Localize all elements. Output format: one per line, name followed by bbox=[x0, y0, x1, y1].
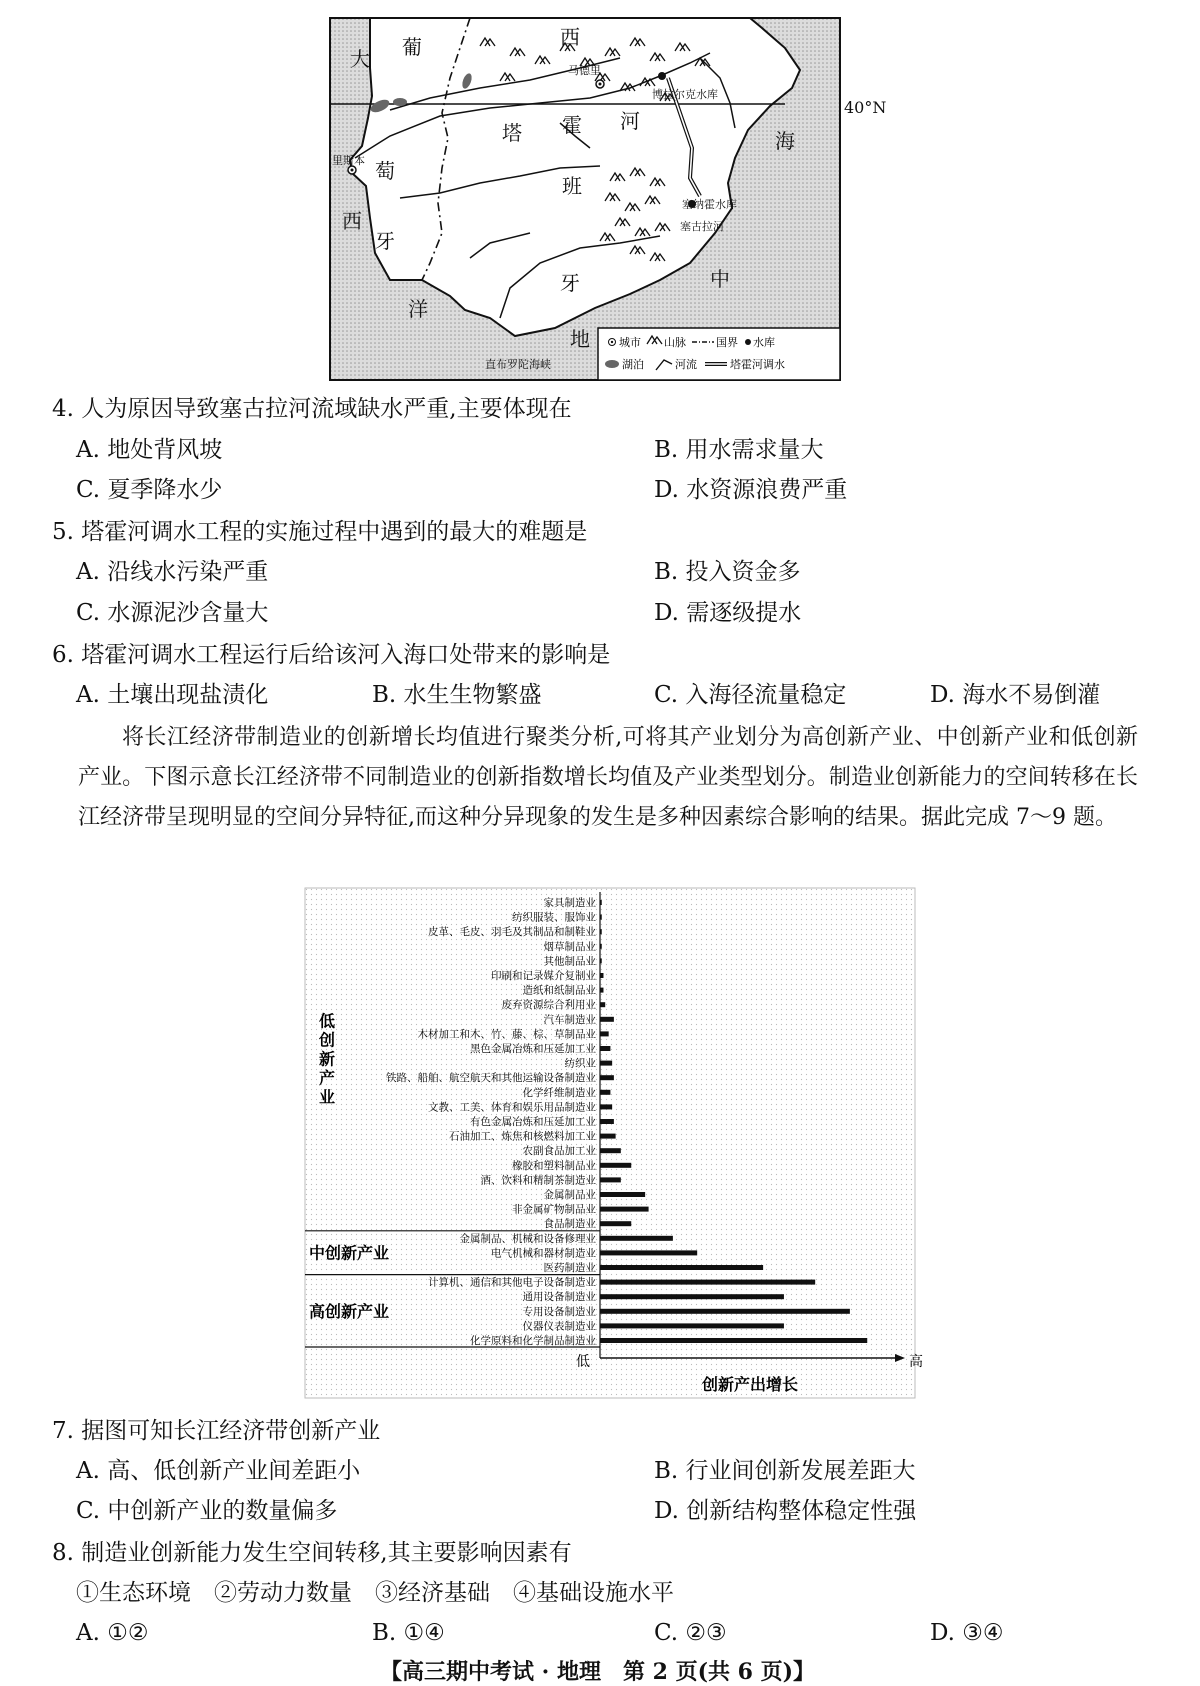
label-bolarque: 博拉尔克水库 bbox=[652, 88, 718, 101]
category-label: 家具制造业 bbox=[543, 897, 596, 909]
legend-border: 国界 bbox=[716, 336, 738, 349]
page-footer: 【高三期中考试 · 地理 第 2 页(共 6 页)】 bbox=[380, 1659, 816, 1685]
q5-option-b[interactable]: B. 投入资金多 bbox=[654, 559, 801, 585]
label-zhong: 中 bbox=[710, 267, 730, 291]
label-di: 地 bbox=[570, 327, 590, 351]
category-label: 酒、饮料和精制茶制造业 bbox=[480, 1174, 596, 1187]
label-ya1: 牙 bbox=[375, 229, 395, 253]
category-label: 纺织业 bbox=[564, 1057, 596, 1070]
category-label: 仪器仪表制造业 bbox=[522, 1320, 596, 1333]
map-legend bbox=[598, 328, 840, 380]
q4-option-d[interactable]: D. 水资源浪费严重 bbox=[654, 477, 848, 503]
label-yang: 洋 bbox=[408, 297, 428, 321]
q5-stem: 5. 塔霍河调水工程的实施过程中遇到的最大的难题是 bbox=[52, 519, 588, 545]
bar bbox=[600, 1119, 614, 1124]
category-label: 计算机、通信和其他电子设备制造业 bbox=[428, 1276, 596, 1289]
bar bbox=[600, 1031, 609, 1036]
q6-option-a[interactable]: A. 土壤出现盐渍化 bbox=[76, 682, 269, 708]
q8-items: ①生态环境 ②劳动力数量 ③经济基础 ④基础设施水平 bbox=[76, 1580, 674, 1606]
bar bbox=[600, 1148, 621, 1153]
category-label: 金属制品业 bbox=[543, 1189, 596, 1201]
label-pu: 葡 bbox=[402, 35, 422, 59]
label-ya2: 牙 bbox=[560, 271, 580, 295]
q5-option-c[interactable]: C. 水源泥沙含量大 bbox=[76, 600, 269, 626]
category-label: 农副食品加工业 bbox=[522, 1145, 596, 1158]
q6-option-c[interactable]: C. 入海径流量稳定 bbox=[654, 682, 847, 708]
bar bbox=[600, 1061, 612, 1066]
bar bbox=[600, 1250, 697, 1255]
q8-stem: 8. 制造业创新能力发生空间转移,其主要影响因素有 bbox=[52, 1540, 572, 1566]
legend-transfer: 塔霍河调水 bbox=[730, 358, 785, 371]
q8-option-d[interactable]: D. ③④ bbox=[930, 1620, 1004, 1646]
category-label: 黑色金属冶炼和压延加工业 bbox=[470, 1043, 596, 1055]
label-xi-spain: 西 bbox=[560, 25, 580, 49]
bar bbox=[600, 1294, 784, 1299]
x-axis-title: 创新产出增长 bbox=[701, 1375, 799, 1394]
category-label: 化学原料和化学制品制造业 bbox=[470, 1335, 596, 1347]
passage bbox=[78, 718, 1138, 838]
label-madrid: 马德里 bbox=[568, 64, 601, 77]
passage-text: 将长江经济带制造业的创新增长均值进行聚类分析,可将其产业划分为高创新产业、中创新产业和低创新产业。下图示意长江经济带不同制造业的创新指数增长均值及产业类型划分。制造业创新能力的空间转移在长江经济带呈现明显的空间分异特征,而这种分异现象的发生是多种因素综合影响的结果。据此完成 7～9 题。 bbox=[78, 725, 1138, 830]
category-label: 木材加工和木、竹、藤、棕、草制品业 bbox=[417, 1028, 596, 1041]
bolarque-marker bbox=[658, 72, 666, 80]
label-xi-ocean: 西 bbox=[342, 209, 362, 233]
label-segura: 塞古拉河 bbox=[680, 220, 724, 233]
bar bbox=[600, 1002, 605, 1007]
bar bbox=[600, 1177, 621, 1182]
category-label: 造纸和纸制品业 bbox=[522, 984, 596, 997]
category-label: 金属制品、机械和设备修理业 bbox=[459, 1232, 596, 1245]
q5-option-d[interactable]: D. 需逐级提水 bbox=[654, 600, 802, 626]
category-label: 废弃资源综合利用业 bbox=[501, 999, 596, 1012]
category-label: 橡胶和塑料制品业 bbox=[512, 1159, 596, 1172]
category-label: 纺织服装、服饰业 bbox=[512, 911, 596, 924]
q4-option-c[interactable]: C. 夏季降水少 bbox=[76, 477, 223, 503]
label-he: 河 bbox=[620, 109, 640, 133]
bar bbox=[600, 1309, 850, 1314]
legend-mountain: 山脉 bbox=[664, 336, 686, 349]
category-label: 化学纤维制造业 bbox=[522, 1086, 596, 1099]
category-label: 汽车制造业 bbox=[543, 1013, 596, 1026]
q8-option-c[interactable]: C. ②③ bbox=[654, 1620, 727, 1646]
bar bbox=[600, 1323, 784, 1328]
label-da: 大 bbox=[350, 47, 370, 71]
x-high-label: 高 bbox=[909, 1354, 923, 1370]
category-label: 食品制造业 bbox=[543, 1218, 596, 1231]
legend-city: 城市 bbox=[619, 336, 641, 349]
category-label: 铁路、船舶、航空航天和其他运输设备制造业 bbox=[386, 1072, 596, 1085]
bar bbox=[600, 1280, 815, 1285]
q7-option-a[interactable]: A. 高、低创新产业间差距小 bbox=[76, 1458, 361, 1484]
category-label: 通用设备制造业 bbox=[522, 1291, 596, 1304]
bar bbox=[600, 1134, 616, 1139]
legend-river: 河流 bbox=[675, 358, 697, 371]
category-label: 皮革、毛皮、羽毛及其制品和制鞋业 bbox=[428, 926, 596, 939]
q4-option-b[interactable]: B. 用水需求量大 bbox=[654, 437, 824, 463]
category-label: 有色金属冶炼和压延加工业 bbox=[470, 1116, 596, 1128]
category-label: 文教、工美、体育和娱乐用品制造业 bbox=[428, 1101, 596, 1114]
label-ban: 班 bbox=[562, 174, 582, 198]
bar bbox=[600, 1017, 614, 1022]
category-label: 电气机械和器材制造业 bbox=[491, 1247, 596, 1260]
category-label: 石油加工、炼焦和核燃料加工业 bbox=[449, 1130, 596, 1143]
q6-option-d[interactable]: D. 海水不易倒灌 bbox=[930, 682, 1101, 708]
q8-option-a[interactable]: A. ①② bbox=[76, 1620, 149, 1646]
q6-option-b[interactable]: B. 水生生物繁盛 bbox=[372, 682, 542, 708]
q8-option-b[interactable]: B. ①④ bbox=[372, 1620, 445, 1646]
category-label: 印刷和记录媒介复制业 bbox=[491, 970, 596, 982]
category-label: 专用设备制造业 bbox=[522, 1305, 596, 1318]
group-label: 中创新产业 bbox=[309, 1243, 390, 1263]
x-low-label: 低 bbox=[576, 1354, 590, 1370]
iberia-map bbox=[330, 18, 840, 380]
label-huo: 霍 bbox=[562, 113, 582, 137]
latitude-label: 40°N bbox=[844, 98, 887, 117]
label-alarcon: 塞纳霍水库 bbox=[682, 198, 737, 211]
q4-option-a[interactable]: A. 地处背风坡 bbox=[76, 437, 223, 463]
bar bbox=[600, 1075, 614, 1080]
category-label: 烟草制品业 bbox=[543, 940, 596, 953]
category-label: 医药制造业 bbox=[543, 1262, 596, 1274]
q7-option-c[interactable]: C. 中创新产业的数量偏多 bbox=[76, 1498, 338, 1524]
bar bbox=[600, 1090, 610, 1095]
bar bbox=[600, 1265, 763, 1270]
bar bbox=[600, 1236, 673, 1241]
bar bbox=[600, 1192, 645, 1197]
bar bbox=[600, 1163, 631, 1168]
innovation-bar-chart bbox=[305, 888, 923, 1398]
category-label: 非金属矿物制品业 bbox=[512, 1203, 596, 1216]
bar bbox=[600, 1046, 610, 1051]
label-tao: 萄 bbox=[375, 159, 395, 183]
legend-lake: 湖泊 bbox=[622, 358, 644, 371]
bar bbox=[600, 1338, 867, 1343]
category-label: 其他制品业 bbox=[543, 955, 596, 968]
label-lisbon: 里斯本 bbox=[332, 154, 365, 167]
bar bbox=[600, 1207, 649, 1212]
q7-option-d[interactable]: D. 创新结构整体稳定性强 bbox=[654, 1498, 917, 1524]
q4-stem: 4. 人为原因导致塞古拉河流域缺水严重,主要体现在 bbox=[52, 396, 572, 422]
q7-option-b[interactable]: B. 行业间创新发展差距大 bbox=[654, 1458, 916, 1484]
label-gibraltar: 直布罗陀海峡 bbox=[485, 358, 551, 371]
bar bbox=[600, 1221, 631, 1226]
q6-stem: 6. 塔霍河调水工程运行后给该河入海口处带来的影响是 bbox=[52, 642, 611, 668]
group-label: 低创新产业 bbox=[319, 1011, 336, 1107]
label-ta: 塔 bbox=[502, 121, 522, 145]
q5-option-a[interactable]: A. 沿线水污染严重 bbox=[76, 559, 269, 585]
legend-reservoir: 水库 bbox=[753, 336, 775, 349]
bar bbox=[600, 1104, 612, 1109]
q7-stem: 7. 据图可知长江经济带创新产业 bbox=[52, 1418, 381, 1444]
label-hai: 海 bbox=[775, 129, 795, 153]
group-label: 高创新产业 bbox=[309, 1301, 390, 1321]
